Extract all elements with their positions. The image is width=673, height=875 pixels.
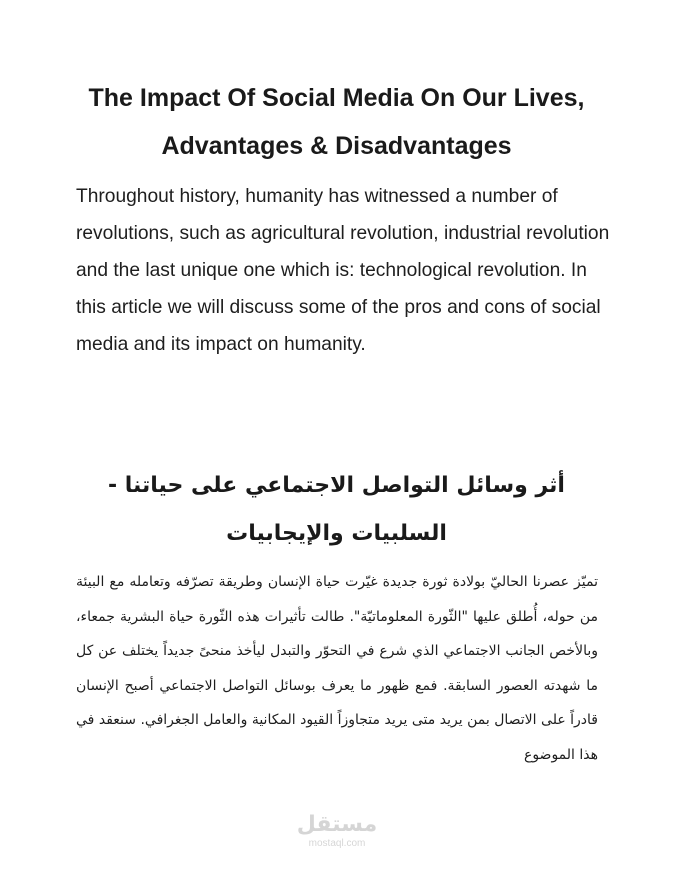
- english-title: The Impact Of Social Media On Our Lives, Advantages & Disadvantages: [88, 84, 585, 160]
- arabic-title: أثر وسائل التواصل الاجتماعي على حياتنا - السلبيات والإيجابيات: [108, 473, 565, 546]
- arabic-paragraph: تميّز عصرنا الحاليّ بولادة ثورة جديدة غيّرت حياة الإنسان وطريقة تصرّفه وتعامله مع البيئة من حوله، أُطلق عليها "الثّورة المعلوماتيّة". طالت تأثيرات هذه الثّورة حياة البشرية جمعاء، وبالأخص الجانب الاجتماعي الذي شرع في التحوّر والتبدل ليأخذ منحىً جديداً يختلف عن كل ما شهدته العصور السابقة. فمع ظهور ما يعرف بوسائل التواصل الاجتماعي أصبح الإنسان قادراً على الاتصال بمن يريد متى يريد متجاوزاً القيود المكانية والعامل الجغرافي. سنعقد في هذا الموضوع: [76, 574, 598, 763]
- english-paragraph: Throughout history, humanity has witnessed a number of revolutions, such as agricultural revolution, industrial revolution and the last unique one which is: technological revolution. In this article we will discuss some of the pros and cons of social media and its impact on humanity.: [76, 186, 610, 355]
- watermark-logo: مستقل: [296, 812, 378, 837]
- mostaql-watermark: [292, 812, 382, 850]
- watermark-url: mostaql.com: [308, 838, 366, 849]
